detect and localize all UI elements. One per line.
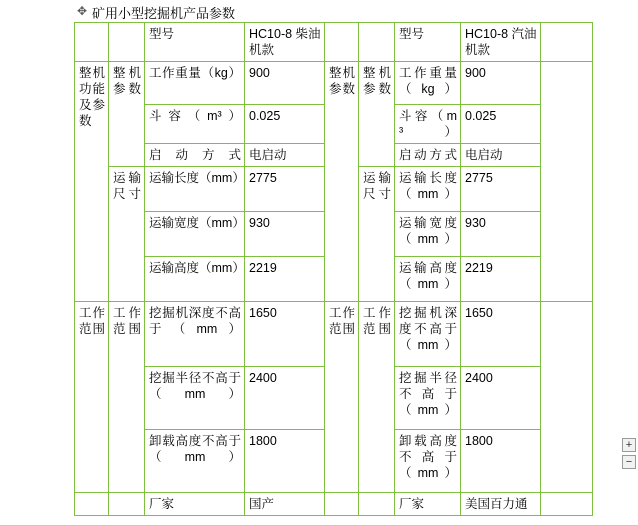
- zoom-in-button[interactable]: +: [622, 438, 636, 452]
- param-value: 电启动: [461, 144, 541, 167]
- zoom-out-button[interactable]: −: [622, 455, 636, 469]
- param-label: 挖掘机深度不高于（mm）: [145, 302, 245, 367]
- param-value: 0.025: [245, 105, 325, 144]
- param-label: 工作重量（kg）: [145, 62, 245, 105]
- param-value: 1650: [461, 302, 541, 367]
- table-row: [75, 493, 593, 516]
- param-value: 1800: [245, 430, 325, 493]
- left-subgroup-machine-params: 整机参数: [109, 62, 145, 167]
- param-value: 900: [461, 62, 541, 105]
- footer-spacer-right-subgroup: [359, 493, 395, 516]
- table-row: [75, 62, 593, 105]
- param-label: 挖掘半径不高于（mm）: [395, 367, 461, 430]
- model-value-right: HC10-8 汽油机款: [461, 23, 541, 62]
- model-value-left: HC10-8 柴油机款: [245, 23, 325, 62]
- param-value: 2400: [245, 367, 325, 430]
- table-row: [75, 23, 593, 62]
- right-subgroup-transport-size: 运输尺寸: [359, 167, 395, 302]
- param-label: 运输宽度（mm）: [395, 212, 461, 257]
- right-group-label: 整机参数: [325, 62, 359, 302]
- param-label: 挖掘半径不高于（mm）: [145, 367, 245, 430]
- param-value: 电启动: [245, 144, 325, 167]
- footer-spacer-right-group: [325, 493, 359, 516]
- manufacturer-label-left: 厂家: [145, 493, 245, 516]
- table-row: [75, 302, 593, 367]
- param-value: 2775: [245, 167, 325, 212]
- param-label: 运输高度（mm）: [395, 257, 461, 302]
- header-spare-cell: [541, 23, 593, 62]
- model-label-left: 型号: [145, 23, 245, 62]
- param-label: 卸载高度不高于（mm）: [395, 430, 461, 493]
- param-label: 斗容（m³）: [145, 105, 245, 144]
- param-value: 2219: [461, 257, 541, 302]
- right-subgroup-work-range: 工作范围: [359, 302, 395, 493]
- param-label: 运输长度（mm）: [395, 167, 461, 212]
- spare-cell: [541, 493, 593, 516]
- manufacturer-value-right: 美国百力通: [461, 493, 541, 516]
- param-label: 运输宽度（mm）: [145, 212, 245, 257]
- spare-cell: [541, 302, 593, 493]
- param-label: 斗容（m³）: [395, 105, 461, 144]
- param-value: 2219: [245, 257, 325, 302]
- left-group-work-range: 工作范围: [75, 302, 109, 493]
- model-label-right: 型号: [395, 23, 461, 62]
- param-label: 工作重量（kg）: [395, 62, 461, 105]
- param-value: 2400: [461, 367, 541, 430]
- param-value: 1650: [245, 302, 325, 367]
- param-value: 2775: [461, 167, 541, 212]
- header-spacer-left-subgroup: [109, 23, 145, 62]
- manufacturer-label-right: 厂家: [395, 493, 461, 516]
- param-label: 启动方式: [395, 144, 461, 167]
- page-title: 矿用小型挖掘机产品参数: [92, 6, 236, 21]
- left-subgroup-work-range: 工作范围: [109, 302, 145, 493]
- footer-spacer-left-group: [75, 493, 109, 516]
- spare-cell: [541, 62, 593, 302]
- param-label: 卸载高度不高于（mm）: [145, 430, 245, 493]
- param-value: 930: [461, 212, 541, 257]
- footer-spacer-left-subgroup: [109, 493, 145, 516]
- param-value: 930: [245, 212, 325, 257]
- header-spacer-left-group: [75, 23, 109, 62]
- left-subgroup-transport-size: 运输尺寸: [109, 167, 145, 302]
- right-group-work-range: 工作范围: [325, 302, 359, 493]
- left-group-label: 整机功能及参数: [75, 62, 109, 302]
- param-label: 运输长度（mm）: [145, 167, 245, 212]
- header-spacer-right-group: [325, 23, 359, 62]
- right-subgroup-machine-params: 整机参数: [359, 62, 395, 167]
- manufacturer-value-left: 国产: [245, 493, 325, 516]
- move-cross-icon[interactable]: ✥: [76, 4, 88, 18]
- param-label: 启动方式: [145, 144, 245, 167]
- param-value: 0.025: [461, 105, 541, 144]
- product-parameter-table: [74, 22, 593, 516]
- param-label: 运输高度（mm）: [145, 257, 245, 302]
- header-spacer-right-subgroup: [359, 23, 395, 62]
- param-value: 900: [245, 62, 325, 105]
- param-label: 挖掘机深度不高于（mm）: [395, 302, 461, 367]
- param-value: 1800: [461, 430, 541, 493]
